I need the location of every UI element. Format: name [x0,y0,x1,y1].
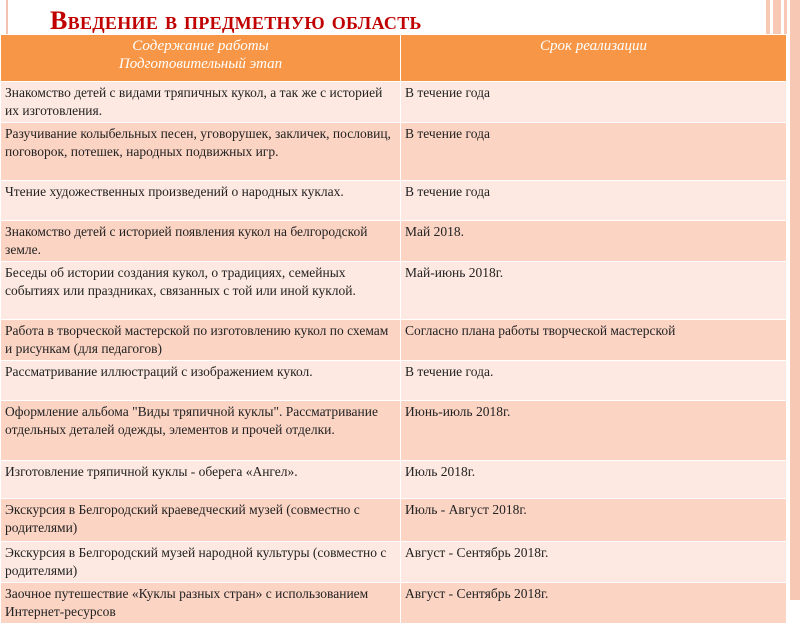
cell-task: Чтение художественных произведений о народных куклах. [1,181,401,221]
cell-task: Знакомство детей с видами тряпичных кукол, а так же с историей их изготовления. [1,82,401,123]
table-row [1,361,787,401]
table-row [1,499,787,542]
cell-task: Оформление альбома "Виды тряпичной куклы". Рассматривание отдельных деталей одежды, элементов и прочей отделки. [1,401,401,461]
header-content [1,35,401,82]
cell-term: В течение года. [401,361,787,401]
header-content-label: Содержание работы [132,38,269,54]
table-row [1,461,787,499]
cell-task: Экскурсия в Белгородский краеведческий музей (совместно с родителями) [1,499,401,542]
cell-task: Заочное путешествие «Куклы разных стран» с использованием Интернет-ресурсов [1,583,401,624]
cell-term: В течение года [401,181,787,221]
table-header [1,35,787,82]
table-row [1,542,787,583]
cell-term: Согласно плана работы творческой мастерской [401,320,787,361]
cell-task: Разучивание колыбельных песен, уговорушек, закличек, пословиц, поговорок, потешек, народных подвижных игр. [1,123,401,181]
cell-term: В течение года [401,123,787,181]
table-row [1,123,787,181]
plan-table [0,34,787,624]
table-row [1,401,787,461]
table-row [1,583,787,624]
cell-term: В течение года [401,82,787,123]
cell-term: Май 2018. [401,221,787,262]
table-row [1,221,787,262]
cell-term: Июль 2018г. [401,461,787,499]
table-row [1,262,787,320]
table-row [1,320,787,361]
slide-title: Введение в предметную область [50,6,422,35]
cell-task: Работа в творческой мастерской по изготовлению кукол по схемам и рисункам (для педагогов) [1,320,401,361]
cell-task: Рассматривание иллюстраций с изображением кукол. [1,361,401,401]
cell-term: Июль - Август 2018г. [401,499,787,542]
slide-frame [6,0,8,34]
table-row [1,82,787,123]
cell-task: Изготовление тряпичной куклы - оберега «Ангел». [1,461,401,499]
header-term: Срок реализации [401,35,787,82]
header-stage-label: Подготовительный этап [118,56,283,72]
cell-task: Экскурсия в Белгородский музей народной культуры (совместно с родителями) [1,542,401,583]
cell-term: Август - Сентябрь 2018г. [401,583,787,624]
cell-term: Июнь-июль 2018г. [401,401,787,461]
table-row [1,181,787,221]
cell-term: Август - Сентябрь 2018г. [401,542,787,583]
cell-task: Знакомство детей с историей появления кукол на белгородской земле. [1,221,401,262]
cell-task: Беседы об истории создания кукол, о традициях, семейных событиях или праздниках, связанных с той или иной куклой. [1,262,401,320]
cell-term: Май-июнь 2018г. [401,262,787,320]
